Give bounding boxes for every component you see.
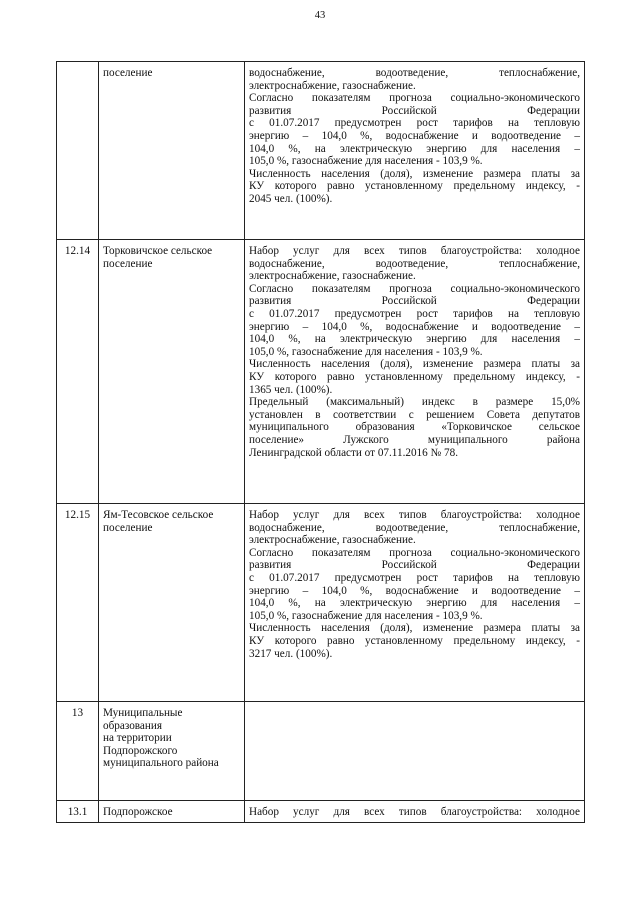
text-line: с 01.07.2017 предусмотрен рост тарифов на тепловую [249, 117, 580, 130]
text-line: поселение [103, 257, 153, 270]
text-line: Торковичское сельское [103, 245, 213, 257]
row-number: 12.15 [57, 504, 99, 702]
text-line: Набор услуг для всех типов благоустройства: холодное [249, 509, 580, 521]
text-line: 105,0 %, газоснабжение для населения - 103,9 %. [249, 609, 483, 622]
text-line: 105,0 %, газоснабжение для населения - 103,9 %. [249, 345, 483, 358]
text-line: КУ которого равно установленному предельному индексу, - [249, 370, 580, 383]
table-row [57, 504, 585, 702]
text-line: образования [103, 719, 163, 732]
text-line: Численность населения (доля), изменение размера платы за [249, 622, 580, 635]
text-line: 104,0 %, на электрическую энергию для населения – [249, 597, 580, 610]
text-line: энергию – 104,0 %, водоснабжение и водоотведение – [249, 584, 580, 597]
page-number: 43 [314, 10, 326, 21]
text-line: поселение» Лужского муниципального района [249, 433, 580, 446]
municipality-name [99, 62, 245, 240]
text-line: Согласно показателям прогноза социально-экономического [249, 282, 580, 295]
table-row [57, 62, 585, 240]
text-line: 2045 чел. (100%). [249, 192, 333, 205]
row-number: 12.14 [57, 240, 99, 504]
text-line: Ленинградской области от 07.11.2016 № 78. [249, 446, 458, 459]
text-line: Предельный (максимальный) индекс в размере 15,0% [249, 396, 580, 409]
text-line: КУ которого равно установленному предельному индексу, - [249, 180, 580, 193]
text-line: Численность населения (доля), изменение размера платы за [249, 167, 580, 180]
services-description [245, 62, 585, 240]
text-line: Согласно показателям прогноза социально-экономического [249, 92, 580, 105]
text-line: развития Российской Федерации [249, 559, 580, 572]
text-line: Набор услуг для всех типов благоустройства: холодное [249, 245, 580, 257]
text-line: на территории [103, 732, 172, 745]
text-line: 3217 чел. (100%). [249, 647, 333, 660]
text-line: энергию – 104,0 %, водоснабжение и водоотведение – [249, 320, 580, 333]
text-line: водоснабжение, водоотведение, теплоснабжение, [249, 67, 580, 79]
text-line: электроснабжение, газоснабжение. [249, 534, 416, 547]
services-description [245, 702, 585, 801]
text-line: с 01.07.2017 предусмотрен рост тарифов на тепловую [249, 307, 580, 320]
text-line: 104,0 %, на электрическую энергию для населения – [249, 142, 580, 155]
text-line: энергию – 104,0 %, водоснабжение и водоотведение – [249, 129, 580, 142]
text-line: Набор услуг для всех типов благоустройства: холодное [249, 806, 580, 818]
text-line: 104,0 %, на электрическую энергию для населения – [249, 333, 580, 346]
text-line: электроснабжение, газоснабжение. [249, 79, 416, 92]
services-description [245, 801, 585, 823]
table-row [57, 240, 585, 504]
text-line: 1365 чел. (100%). [249, 383, 333, 396]
text-line: Подпорожское [103, 806, 173, 818]
table-row [57, 702, 585, 801]
services-description [245, 504, 585, 702]
text-line: развития Российской Федерации [249, 104, 580, 117]
municipality-name [99, 702, 245, 801]
text-line: водоснабжение, водоотведение, теплоснабжение, [249, 257, 580, 270]
text-line: Подпорожского [103, 744, 178, 757]
text-line: Муниципальные [103, 707, 183, 719]
text-line: водоснабжение, водоотведение, теплоснабжение, [249, 521, 580, 534]
row-number [57, 62, 99, 240]
municipality-name [99, 504, 245, 702]
text-line: Согласно показателям прогноза социально-экономического [249, 546, 580, 559]
table-row [57, 801, 585, 823]
text-line: Ям-Тесовское сельское [103, 509, 214, 521]
text-line: 105,0 %, газоснабжение для населения - 103,9 %. [249, 155, 483, 168]
text-line: КУ которого равно установленному предельному индексу, - [249, 634, 580, 647]
text-line: муниципального района [103, 757, 219, 770]
text-line: электроснабжение, газоснабжение. [249, 270, 416, 283]
text-line: муниципального образования «Торковичское сельское [249, 421, 580, 434]
text-line: с 01.07.2017 предусмотрен рост тарифов на тепловую [249, 571, 580, 584]
text-line: Численность населения (доля), изменение размера платы за [249, 358, 580, 371]
services-description [245, 240, 585, 504]
tariff-table [56, 61, 585, 823]
text-line: поселение [103, 67, 153, 79]
municipality-name [99, 801, 245, 823]
text-line: установлен в соответствии с решением Совета депутатов [249, 408, 580, 421]
row-number: 13 [57, 702, 99, 801]
row-number: 13.1 [57, 801, 99, 823]
municipality-name [99, 240, 245, 504]
text-line: поселение [103, 521, 153, 534]
text-line: развития Российской Федерации [249, 295, 580, 308]
